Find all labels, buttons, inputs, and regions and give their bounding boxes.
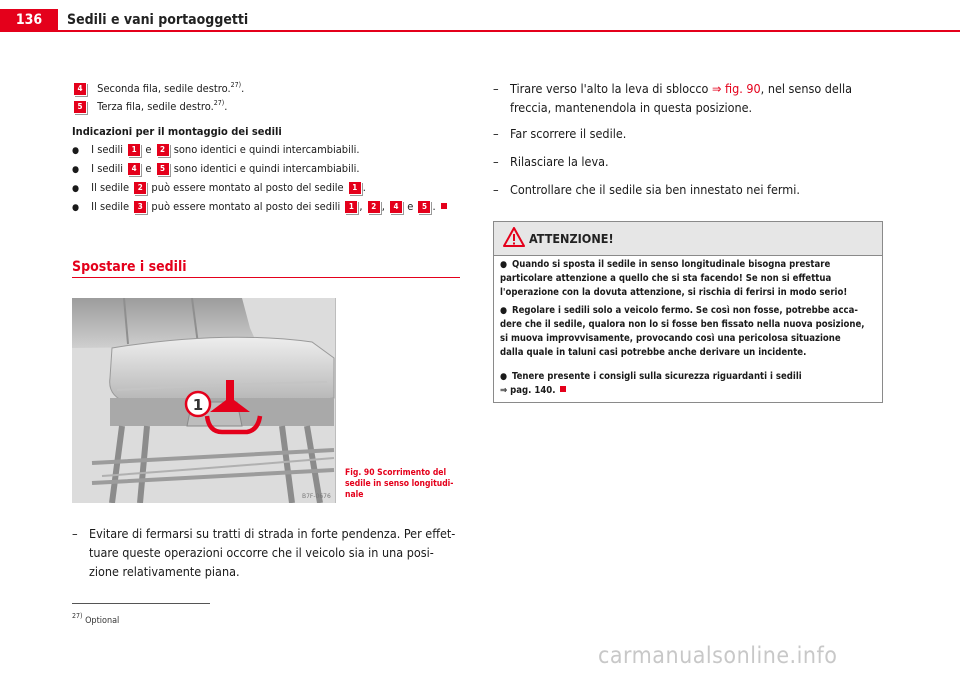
warning-bullet-1: ● Quando si sposta il sedile in senso longitudinale bisogna prestare particolare attenzione a quello che si sta facendo! Se non si effettua l'operazione con la dovuta attenzione, si rischia di ferirsi in modo serio! <box>500 259 848 298</box>
legend-item-4: 4 Seconda fila, sedile destro.$^{27)}$. <box>72 78 244 96</box>
seat-number-badge: 5 <box>418 201 430 213</box>
arrow-icon: ⇒ <box>500 385 508 396</box>
left-step-1: – Evitare di fermarsi su tratti di strada in forte pendenza. Per effet- tuare queste operazioni occorre che il veicolo sia in una posi- zione relativamente piana. <box>72 526 456 579</box>
right-step-4: – Controllare che il sedile sia ben innestato nei fermi. <box>493 182 800 197</box>
seat-number-badge: 2 <box>157 144 169 156</box>
right-step-1: – Tirare verso l'alto la leva di sblocco ⇒ fig. 90, nel senso della freccia, mantenendola in questa posizione. <box>493 81 852 115</box>
mounting-bullet-1: ● I sedili 1 e 2 sono identici e quindi intercambiabili. <box>72 143 359 158</box>
seat-number-badge: 1 <box>345 201 357 213</box>
seat-number-badge: 1 <box>128 144 140 156</box>
page-header-title: Sedili e vani portaoggetti <box>67 12 249 28</box>
warning-title: ATTENZIONE! <box>529 231 614 246</box>
end-marker-icon <box>441 203 447 209</box>
seat-figure <box>72 298 336 503</box>
figure-callout: 1 <box>192 396 204 414</box>
page-link[interactable]: pag. 140. <box>510 385 556 396</box>
right-step-3: – Rilasciare la leva. <box>493 154 609 169</box>
footnote-ref: 27) <box>213 99 225 107</box>
warning-box <box>493 221 883 403</box>
header-rule <box>0 30 960 32</box>
section-rule <box>72 277 460 278</box>
watermark: carmanualsonline.info <box>598 643 838 669</box>
seat-number-badge: 3 <box>134 201 146 213</box>
legend-item-5: 5 Terza fila, sedile destro.$^{27)}$. <box>72 96 227 114</box>
seat-number-badge: 4 <box>390 201 402 213</box>
seat-number-badge: 4 <box>74 83 86 95</box>
seat-number-badge: 4 <box>128 163 140 175</box>
figure-link[interactable]: fig. 90 <box>724 81 761 96</box>
mounting-heading: Indicazioni per il montaggio dei sedili <box>72 125 282 138</box>
figure-caption: Fig. 90 Scorrimento del sedile in senso longitudi- nale <box>345 468 454 500</box>
footnote: $^{27)}$ Optional <box>72 612 120 626</box>
seat-number-badge: 5 <box>157 163 169 175</box>
seat-number-badge: 5 <box>74 101 86 113</box>
seat-number-badge: 2 <box>368 201 380 213</box>
footnote-rule <box>72 603 210 604</box>
mounting-bullet-2: ● I sedili 4 e 5 sono identici e quindi intercambiabili. <box>72 162 359 177</box>
figure-code: B7F-0676 <box>302 493 331 500</box>
end-marker-icon <box>560 386 566 392</box>
page-number: 136 <box>0 9 58 31</box>
warning-bullet-2: ● Regolare i sedili solo a veicolo fermo. Se così non fosse, potrebbe acca- dere che il sedile, qualora non lo si fosse ben fissato nella nuova posizione, si muova improvvisamente, provocando così una pericolosa situazione dalla quale in taluni casi potrebbe anche derivare un incidente. <box>500 305 865 358</box>
seat-illustration <box>72 298 335 503</box>
right-step-2: – Far scorrere il sedile. <box>493 126 627 141</box>
seat-number-badge: 2 <box>134 182 146 194</box>
warning-bullet-3: ● Tenere presente i consigli sulla sicurezza riguardanti i sedili ⇒ pag. 140. <box>500 371 802 396</box>
seat-number-badge: 1 <box>349 182 361 194</box>
footnote-ref: 27) <box>230 81 242 89</box>
mounting-bullet-3: ● Il sedile 2 può essere montato al posto del sedile 1 . <box>72 181 366 196</box>
warning-header <box>494 222 882 256</box>
section-title: Spostare i sedili <box>72 259 187 275</box>
warning-triangle-icon <box>503 227 525 247</box>
mounting-bullet-4: ● Il sedile 3 può essere montato al posto dei sedili 1 , 2 , 4 e 5 . <box>72 200 447 215</box>
arrow-icon: ⇒ <box>711 81 722 96</box>
